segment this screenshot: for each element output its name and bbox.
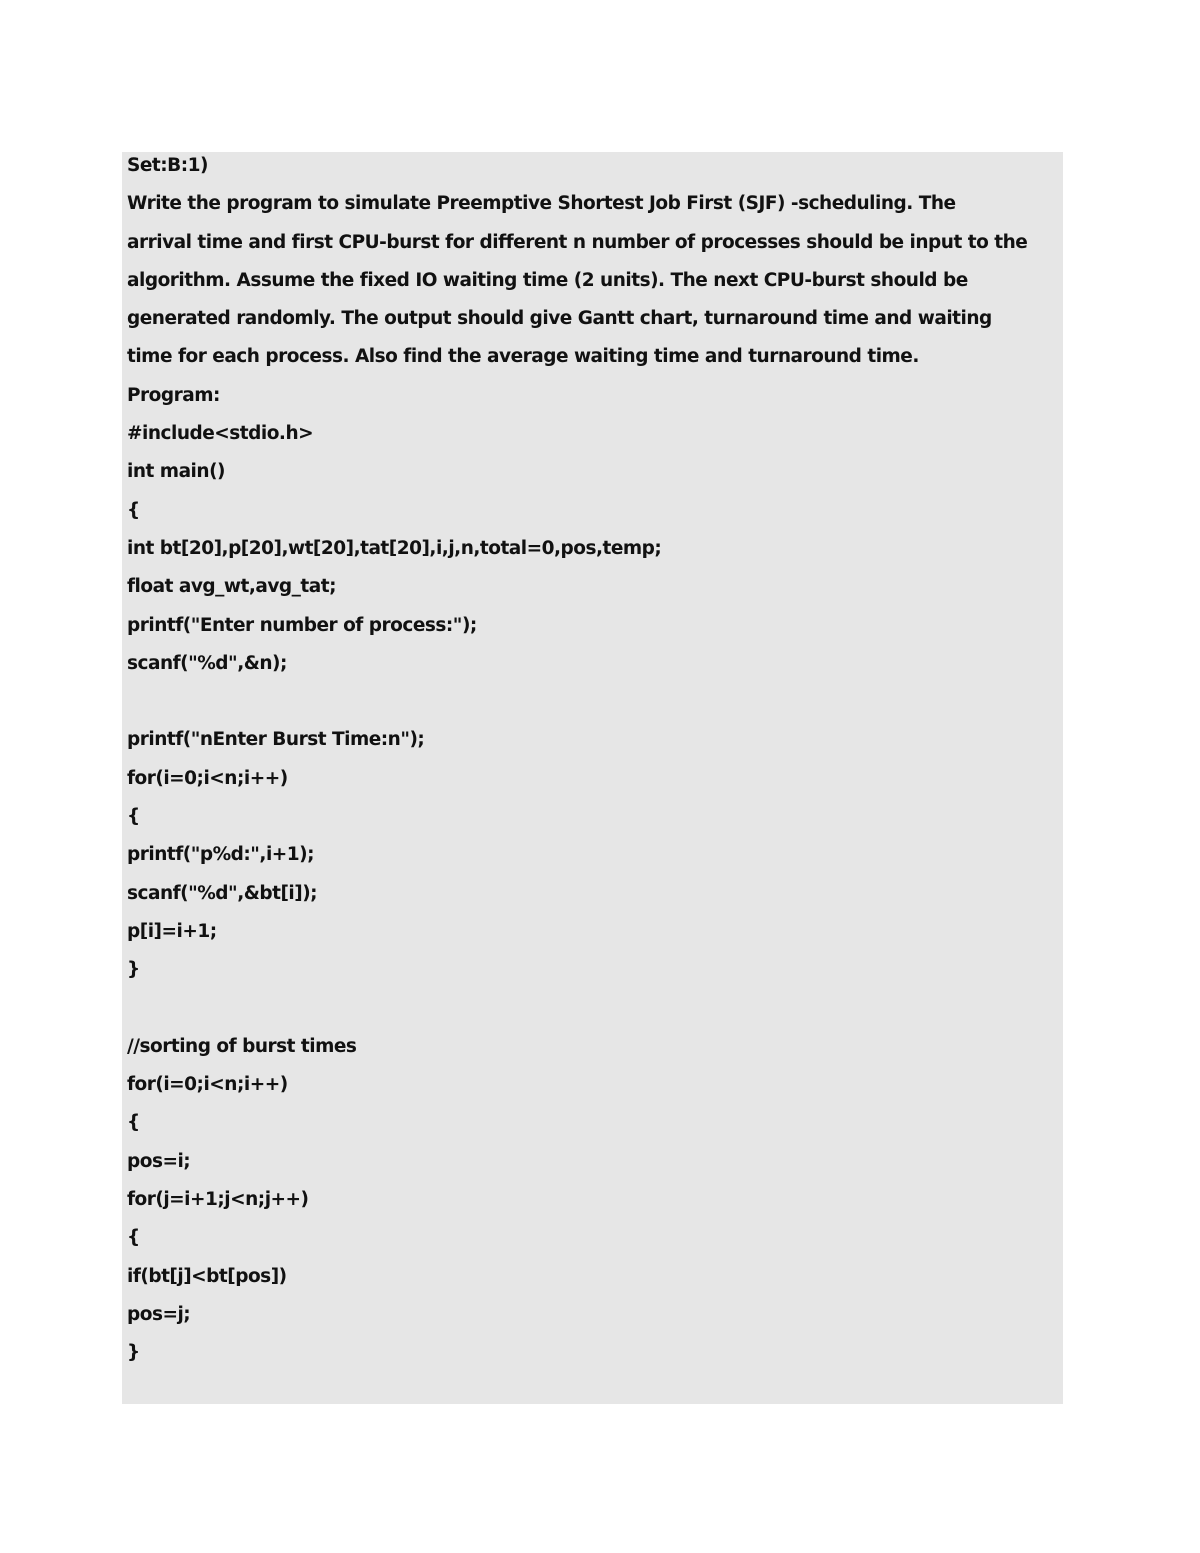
code-line: printf("nEnter Burst Time:n"); [127,729,425,751]
code-line: for(i=0;i<n;i++) [127,1074,288,1096]
code-comment: //sorting of burst times [127,1035,357,1057]
program-label: Program: [127,384,220,406]
code-line: pos=i; [127,1150,191,1172]
code-line: scanf("%d",&n); [127,652,287,674]
code-line: printf("p%d:",i+1); [127,844,315,866]
code-line: { [127,806,140,828]
code-line: int bt[20],p[20],wt[20],tat[20],i,j,n,total=0,pos,temp; [127,537,662,559]
code-line: if(bt[j]<bt[pos]) [127,1265,287,1287]
code-line: scanf("%d",&bt[i]); [127,882,318,904]
code-line: int main() [127,461,225,483]
code-line: p[i]=i+1; [127,920,217,942]
blank-line [127,995,1057,1033]
code-line: #include<stdio.h> [127,423,314,445]
code-line: pos=j; [127,1303,191,1325]
question-line: algorithm. Assume the fixed IO waiting time (2 units). The next CPU-burst should be [127,269,968,291]
code-line: { [127,1227,140,1249]
question-line: time for each process. Also find the average waiting time and turnaround time. [127,346,919,368]
code-line: } [127,1342,140,1364]
document-body [127,152,1057,1378]
blank-line [127,688,1057,726]
code-line: } [127,959,140,981]
question-line: Write the program to simulate Preemptive Shortest Job First (SJF) -scheduling. The [127,193,956,215]
code-line: { [127,499,140,521]
question-line: generated randomly. The output should give Gantt chart, turnaround time and waiting [127,308,992,330]
code-line: for(j=i+1;j<n;j++) [127,1189,309,1211]
set-heading: Set:B:1) [127,155,208,176]
code-line: float avg_wt,avg_tat; [127,576,336,598]
question-line: arrival time and first CPU-burst for different n number of processes should be input to the [127,231,1028,253]
code-line: for(i=0;i<n;i++) [127,767,288,789]
code-line: printf("Enter number of process:"); [127,614,477,636]
code-line: { [127,1112,140,1134]
